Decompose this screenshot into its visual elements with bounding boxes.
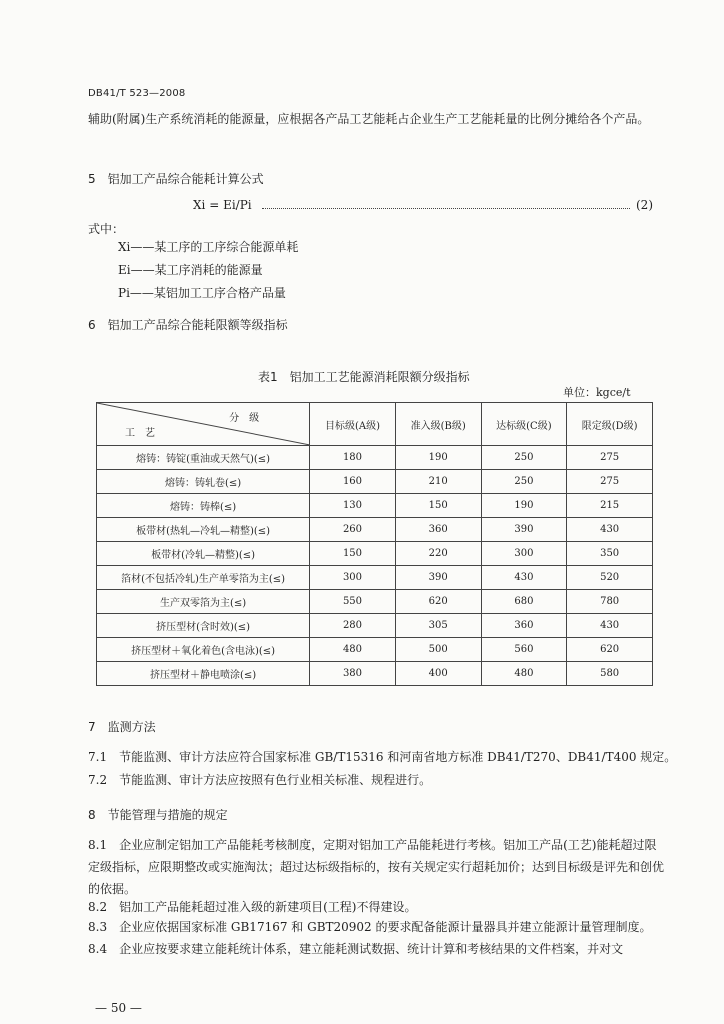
energy-limit-table [96, 402, 653, 686]
value-c: 560 [481, 638, 567, 662]
column-header-a: 目标级(A级) [310, 403, 396, 446]
row-process: 箔材(不包括冷轧)生产单零箔为主(≤) [97, 566, 310, 590]
item-8-3: 8.3 企业应依据国家标准 GB17167 和 GBT20902 的要求配备能源计量器具并建立能源计量管理制度。 [88, 920, 652, 934]
diagonal-header-cell [97, 403, 310, 446]
value-c: 190 [481, 494, 567, 518]
value-a: 550 [310, 590, 396, 614]
definition-ei: Ei——某工序消耗的能源量 [118, 263, 263, 277]
value-b: 210 [395, 470, 481, 494]
value-b: 620 [395, 590, 481, 614]
value-c: 300 [481, 542, 567, 566]
row-process: 挤压型材(含时效)(≤) [97, 614, 310, 638]
value-a: 280 [310, 614, 396, 638]
column-header-c: 达标级(C级) [481, 403, 567, 446]
item-7-1: 7.1 节能监测、审计方法应符合国家标准 GB/T15316 和河南省地方标准 DB41/T270、DB41/T400 规定。 [88, 750, 677, 764]
value-b: 305 [395, 614, 481, 638]
table-title: 表1 铝加工工艺能源消耗限额分级指标 [258, 370, 470, 384]
value-a: 130 [310, 494, 396, 518]
section-5-title: 5 铝加工产品综合能耗计算公式 [88, 172, 264, 186]
value-a: 160 [310, 470, 396, 494]
column-header-d: 限定级(D级) [567, 403, 653, 446]
definition-xi: Xi——某工序的工序综合能源单耗 [118, 240, 299, 254]
table-row [97, 614, 653, 638]
table-row [97, 590, 653, 614]
value-d: 430 [567, 518, 653, 542]
table-row [97, 494, 653, 518]
value-c: 250 [481, 446, 567, 470]
value-d: 780 [567, 590, 653, 614]
table-row [97, 566, 653, 590]
item-7-2: 7.2 节能监测、审计方法应按照有色行业相关标准、规程进行。 [88, 773, 432, 787]
value-c: 250 [481, 470, 567, 494]
value-a: 380 [310, 662, 396, 686]
definition-pi: Pi——某铝加工工序合格产品量 [118, 286, 286, 300]
table-row [97, 662, 653, 686]
value-c: 480 [481, 662, 567, 686]
value-b: 360 [395, 518, 481, 542]
value-d: 430 [567, 614, 653, 638]
header-level-label: 分 级 [229, 413, 260, 424]
value-b: 150 [395, 494, 481, 518]
header-process-label: 工 艺 [125, 428, 155, 439]
row-process: 熔铸：铸棒(≤) [97, 494, 310, 518]
value-a: 300 [310, 566, 396, 590]
value-d: 275 [567, 446, 653, 470]
value-b: 500 [395, 638, 481, 662]
item-8-2: 8.2 铝加工产品能耗超过准入级的新建项目(工程)不得建设。 [88, 900, 417, 914]
value-b: 220 [395, 542, 481, 566]
table-row [97, 638, 653, 662]
formula-number: (2) [636, 198, 653, 212]
section-8-title: 8 节能管理与措施的规定 [88, 808, 228, 822]
row-process: 生产双零箔为主(≤) [97, 590, 310, 614]
value-a: 150 [310, 542, 396, 566]
value-b: 190 [395, 446, 481, 470]
formula-leader-dots [262, 202, 630, 209]
value-d: 520 [567, 566, 653, 590]
value-b: 390 [395, 566, 481, 590]
value-c: 360 [481, 614, 567, 638]
value-d: 580 [567, 662, 653, 686]
table-unit: 单位：kgce/t [563, 386, 631, 399]
item-8-1: 8.1 企业应制定铝加工产品能耗考核制度，定期对铝加工产品能耗进行考核。铝加工产品(工艺)能耗超过限定级指标，应限期整改或实施淘汰；超过达标级指标的，按有关规定实行超耗加价；达到目标级是评先和创优的依据。 [88, 838, 665, 896]
standard-number: DB41/T 523—2008 [88, 88, 186, 99]
table-row [97, 518, 653, 542]
value-a: 180 [310, 446, 396, 470]
where-label: 式中： [88, 222, 125, 236]
table-row [97, 446, 653, 470]
value-a: 260 [310, 518, 396, 542]
row-process: 板带材(热轧—冷轧—精整)(≤) [97, 518, 310, 542]
row-process: 挤压型材＋静电喷涂(≤) [97, 662, 310, 686]
table-header-row [97, 403, 653, 446]
value-b: 400 [395, 662, 481, 686]
value-d: 350 [567, 542, 653, 566]
value-d: 620 [567, 638, 653, 662]
section-7-title: 7 监测方法 [88, 720, 156, 734]
value-c: 390 [481, 518, 567, 542]
item-8-4: 8.4 企业应按要求建立能耗统计体系，建立能耗测试数据、统计计算和考核结果的文件档案，并对文 [88, 942, 624, 956]
formula-line [193, 198, 653, 212]
intro-paragraph: 辅助(附属)生产系统消耗的能源量，应根据各产品工艺能耗占企业生产工艺能耗量的比例分摊给各个产品。 [88, 112, 650, 126]
value-c: 680 [481, 590, 567, 614]
value-d: 275 [567, 470, 653, 494]
row-process: 熔铸：铸锭(重油或天然气)(≤) [97, 446, 310, 470]
value-d: 215 [567, 494, 653, 518]
section-6-title: 6 铝加工产品综合能耗限额等级指标 [88, 318, 288, 332]
page-number: — 50 — [95, 1001, 142, 1015]
table-row [97, 542, 653, 566]
row-process: 板带材(冷轧—精整)(≤) [97, 542, 310, 566]
row-process: 挤压型材＋氧化着色(含电泳)(≤) [97, 638, 310, 662]
column-header-b: 准入级(B级) [395, 403, 481, 446]
value-c: 430 [481, 566, 567, 590]
formula: Xi = Ei/Pi [193, 198, 252, 212]
row-process: 熔铸：铸轧卷(≤) [97, 470, 310, 494]
table-row [97, 470, 653, 494]
value-a: 480 [310, 638, 396, 662]
